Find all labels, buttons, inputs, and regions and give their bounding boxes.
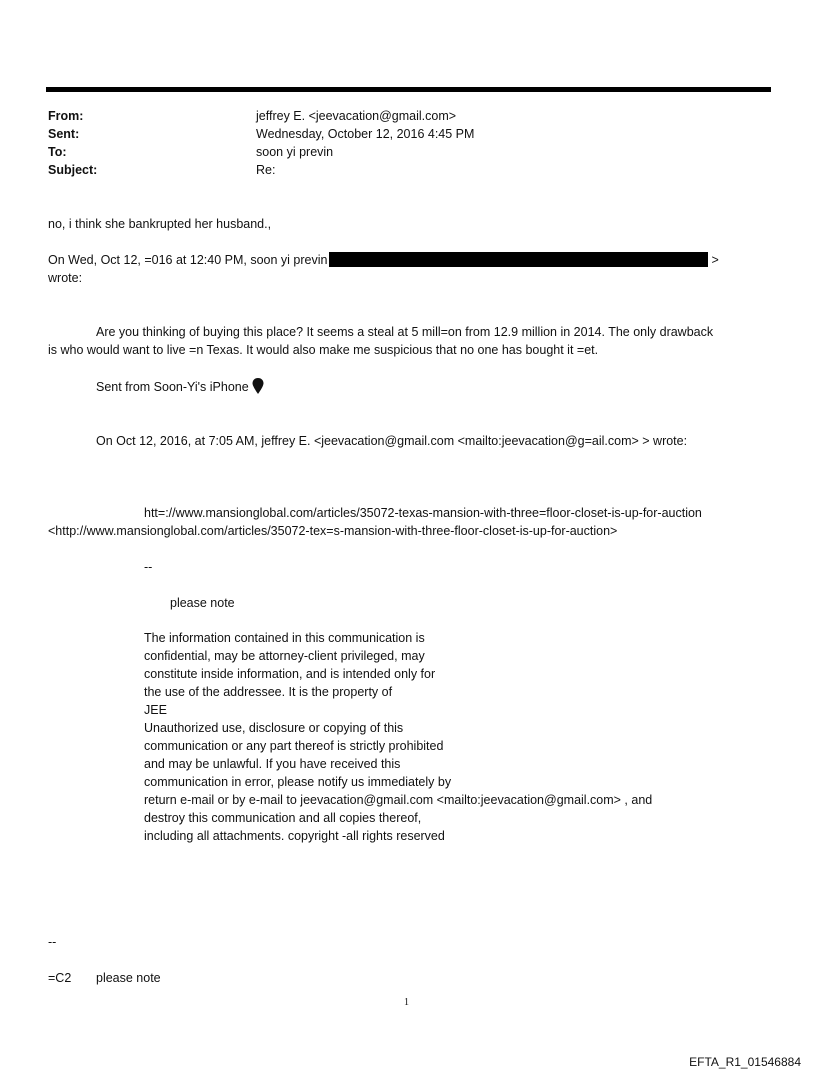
page-number: 1 xyxy=(404,997,409,1008)
disclaimer-line: including all attachments. copyright -all rights reserved xyxy=(144,829,445,843)
disclaimer-line: The information contained in this communication is xyxy=(144,631,425,645)
disclaimer-line: Unauthorized use, disclosure or copying of this xyxy=(144,721,404,735)
disclaimer-line: confidential, may be attorney-client privileged, may xyxy=(144,649,425,663)
signature-text: Sent from Soon-Yi's iPhone xyxy=(96,380,249,394)
quote-header-1-wrote: wrote: xyxy=(48,271,83,285)
article-link[interactable]: htt=://www.mansionglobal.com/articles/35072-texas-mansion-with-three=floor-closet-is-up-for-auction xyxy=(144,506,702,520)
disclaimer-line: destroy this communication and all copies thereof, xyxy=(144,811,422,825)
quote-header-2: On Oct 12, 2016, at 7:05 AM, jeffrey E. <jeevacation@gmail.com <mailto:jeevacation@g=ail.com> > wrote: xyxy=(96,434,688,448)
disclaimer-line: JEE xyxy=(144,703,167,717)
to-label: To: xyxy=(48,145,67,159)
disclaimer-line: the use of the addressee. It is the property of xyxy=(144,685,393,699)
quote-header-1 xyxy=(48,251,719,269)
article-link[interactable]: <http://www.mansionglobal.com/articles/35072-tex=s-mansion-with-three-floor-closet-is-up-for-auction> xyxy=(48,524,618,538)
quote-header-1-text: On Wed, Oct 12, =016 at 12:40 PM, soon yi previn xyxy=(48,253,328,267)
map-pin-icon xyxy=(252,378,264,394)
please-note: please note xyxy=(170,596,235,610)
sent-label: Sent: xyxy=(48,127,80,141)
reply-text: no, i think she bankrupted her husband., xyxy=(48,217,272,231)
please-note-2: please note xyxy=(96,971,161,985)
from-label: From: xyxy=(48,109,84,123)
disclaimer-line: communication in error, please notify us immediately by xyxy=(144,775,452,789)
sent-value: Wednesday, October 12, 2016 4:45 PM xyxy=(256,127,475,141)
disclaimer-line: return e-mail or by e-mail to jeevacation@gmail.com <mailto:jeevacation@gmail.com> , and xyxy=(144,793,653,807)
separator-dashes: -- xyxy=(144,560,153,574)
subject-value: Re: xyxy=(256,163,276,177)
paragraph-line: is who would want to live =n Texas. It would also make me suspicious that no one has bought it =et. xyxy=(48,343,599,357)
from-value: jeffrey E. <jeevacation@gmail.com> xyxy=(256,109,457,123)
signature xyxy=(96,378,264,396)
bates-number: EFTA_R1_01546884 xyxy=(689,1055,801,1069)
separator-dashes: -- xyxy=(48,935,57,949)
disclaimer-line: and may be unlawful. If you have received this xyxy=(144,757,401,771)
subject-label: Subject: xyxy=(48,163,98,177)
disclaimer-line: constitute inside information, and is intended only for xyxy=(144,667,436,681)
top-rule xyxy=(46,87,771,92)
paragraph-line: Are you thinking of buying this place? It seems a steal at 5 mill=on from 12.9 million in 2014. The only drawback xyxy=(96,325,714,339)
to-value: soon yi previn xyxy=(256,145,334,159)
disclaimer-line: communication or any part thereof is strictly prohibited xyxy=(144,739,444,753)
redaction-bar xyxy=(329,252,708,267)
encoding-artifact: =C2 xyxy=(48,971,72,985)
quote-header-1-suffix: > xyxy=(711,253,719,267)
